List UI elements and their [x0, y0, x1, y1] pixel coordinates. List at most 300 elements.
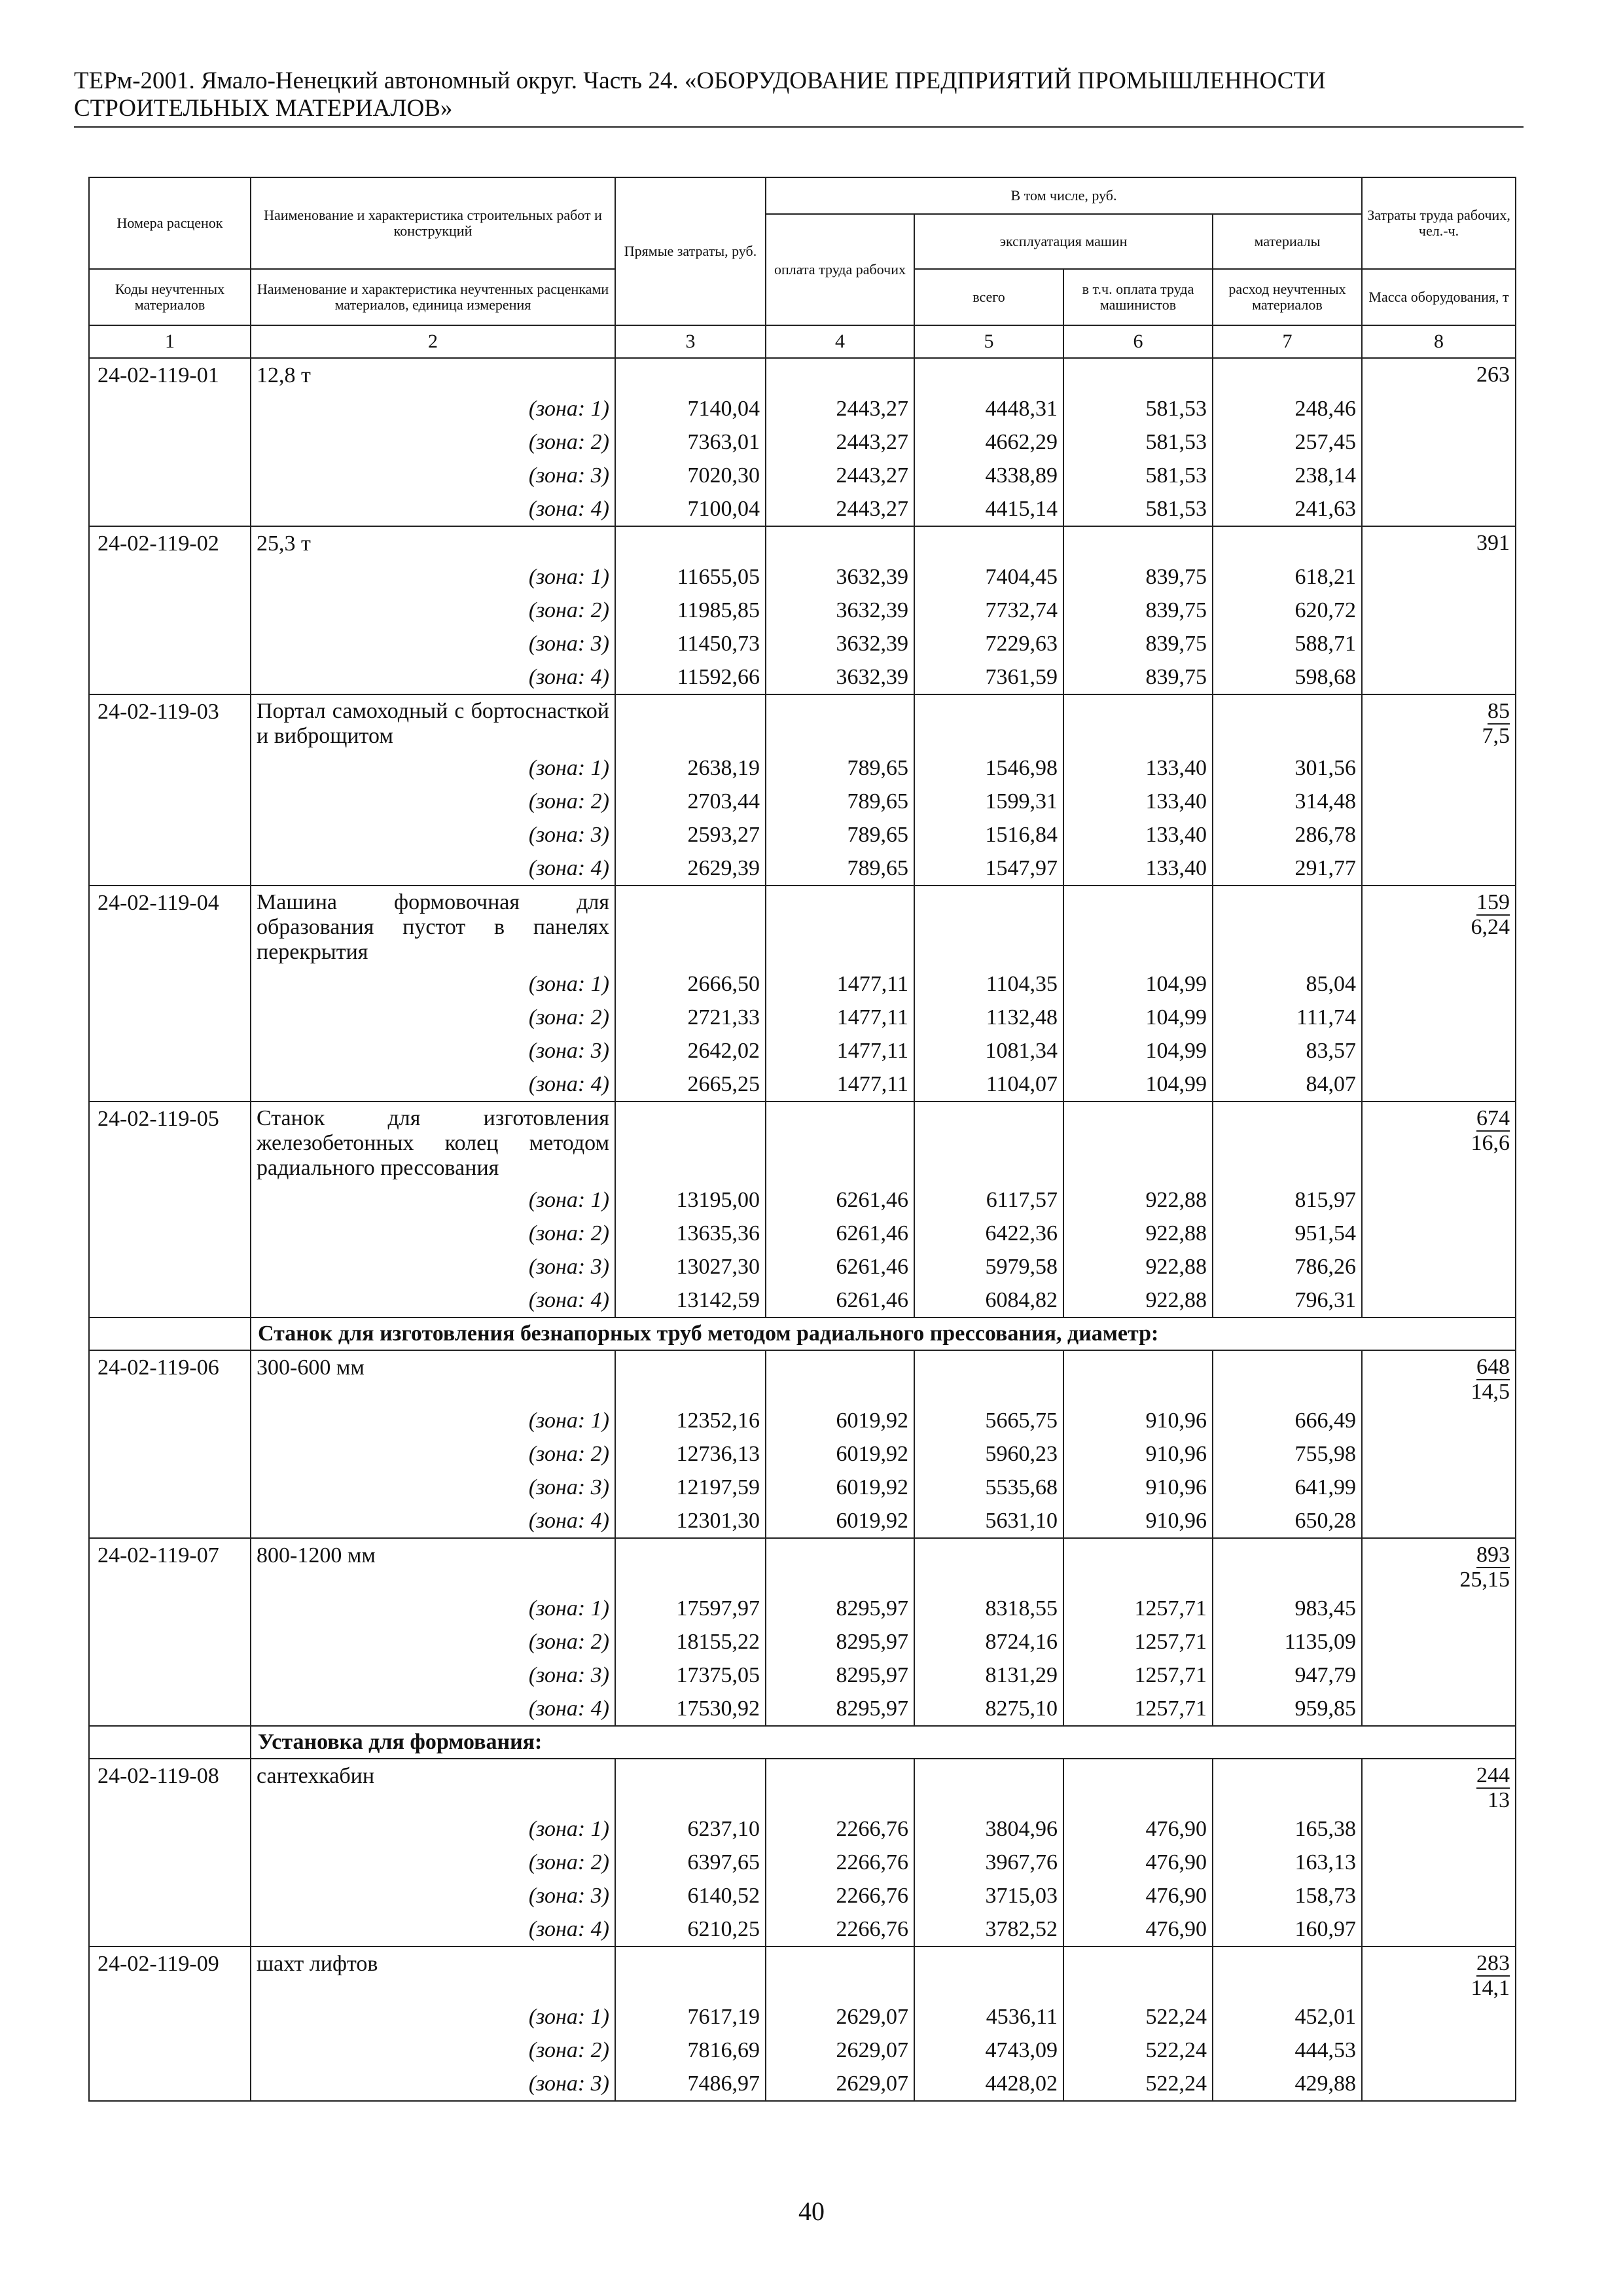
worker-wages: 6019,92 — [766, 1404, 914, 1437]
empty-cell — [615, 1946, 766, 2000]
materials: 160,97 — [1213, 1912, 1362, 1946]
zone-label: (зона: 1) — [251, 392, 615, 425]
machinist-wages: 104,99 — [1063, 1001, 1213, 1034]
column-number: 5 — [914, 325, 1063, 358]
rate-name: 12,8 т — [251, 358, 615, 392]
machinist-wages: 1257,71 — [1063, 1692, 1213, 1726]
machinist-wages: 839,75 — [1063, 560, 1213, 594]
machines-total: 4448,31 — [914, 392, 1063, 425]
materials: 786,26 — [1213, 1250, 1362, 1283]
equipment-mass: 25,15 — [1459, 1568, 1510, 1592]
machinist-wages: 922,88 — [1063, 1217, 1213, 1250]
zone-label: (зона: 3) — [251, 1034, 615, 1067]
worker-wages: 789,65 — [766, 751, 914, 785]
labor-cost: 244 — [1476, 1763, 1510, 1787]
empty-cell — [1063, 358, 1213, 392]
worker-wages: 2443,27 — [766, 492, 914, 526]
equipment-mass: 16,6 — [1471, 1131, 1510, 1155]
materials: 983,45 — [1213, 1592, 1362, 1625]
labor-mass-cell — [1362, 1350, 1516, 1404]
machines-total: 1546,98 — [914, 751, 1063, 785]
zone-label: (зона: 1) — [251, 967, 615, 1001]
materials: 598,68 — [1213, 660, 1362, 694]
zone-label: (зона: 2) — [251, 1625, 615, 1659]
zone-label: (зона: 2) — [251, 1846, 615, 1879]
empty-cell — [1362, 1404, 1516, 1437]
machines-total: 1104,35 — [914, 967, 1063, 1001]
rate-name: шахт лифтов — [251, 1946, 615, 2000]
machinist-wages: 922,88 — [1063, 1283, 1213, 1318]
worker-wages: 6261,46 — [766, 1183, 914, 1217]
header-group-including: В том числе, руб. — [766, 177, 1362, 214]
empty-cell — [1362, 1504, 1516, 1538]
materials: 248,46 — [1213, 392, 1362, 425]
table-row — [89, 526, 1516, 560]
empty-cell — [1362, 1034, 1516, 1067]
empty-cell — [89, 425, 251, 459]
zone-label: (зона: 4) — [251, 660, 615, 694]
rate-code: 24-02-119-07 — [89, 1538, 251, 1592]
zone-label: (зона: 2) — [251, 425, 615, 459]
machinist-wages: 581,53 — [1063, 425, 1213, 459]
header-col8-top: Затраты труда рабочих, чел.-ч. — [1362, 177, 1516, 269]
zone-label: (зона: 3) — [251, 1879, 615, 1912]
machines-total: 6084,82 — [914, 1283, 1063, 1318]
zone-row — [89, 1471, 1516, 1504]
empty-cell — [914, 1759, 1063, 1812]
empty-cell — [914, 526, 1063, 560]
empty-cell — [89, 459, 251, 492]
rate-name: сантехкабин — [251, 1759, 615, 1812]
zone-row — [89, 785, 1516, 818]
materials: 84,07 — [1213, 1067, 1362, 1102]
direct-costs: 6397,65 — [615, 1846, 766, 1879]
zone-label: (зона: 3) — [251, 459, 615, 492]
zone-row — [89, 492, 1516, 526]
direct-costs: 2629,39 — [615, 852, 766, 886]
labor-cost: 263 — [1476, 363, 1510, 387]
worker-wages: 6261,46 — [766, 1250, 914, 1283]
worker-wages: 8295,97 — [766, 1659, 914, 1692]
zone-row — [89, 1846, 1516, 1879]
column-number: 3 — [615, 325, 766, 358]
empty-cell — [89, 1001, 251, 1034]
direct-costs: 17597,97 — [615, 1592, 766, 1625]
machines-total: 3967,76 — [914, 1846, 1063, 1879]
empty-cell — [615, 1350, 766, 1404]
empty-cell — [89, 1283, 251, 1318]
direct-costs: 12736,13 — [615, 1437, 766, 1471]
empty-cell — [1362, 1692, 1516, 1726]
zone-label: (зона: 1) — [251, 1592, 615, 1625]
direct-costs: 2638,19 — [615, 751, 766, 785]
rate-code: 24-02-119-05 — [89, 1102, 251, 1183]
empty-cell — [1063, 1538, 1213, 1592]
machinist-wages: 133,40 — [1063, 852, 1213, 886]
empty-cell — [1362, 967, 1516, 1001]
empty-cell — [1213, 358, 1362, 392]
machinist-wages: 104,99 — [1063, 967, 1213, 1001]
machinist-wages: 104,99 — [1063, 1067, 1213, 1102]
direct-costs: 13142,59 — [615, 1283, 766, 1318]
materials: 452,01 — [1213, 2000, 1362, 2034]
zone-label: (зона: 3) — [251, 1659, 615, 1692]
zone-row — [89, 818, 1516, 852]
header-col7-top: материалы — [1213, 214, 1362, 269]
empty-cell — [89, 2067, 251, 2101]
worker-wages: 2443,27 — [766, 425, 914, 459]
zone-label: (зона: 4) — [251, 1692, 615, 1726]
empty-cell — [89, 1067, 251, 1102]
empty-cell — [615, 1759, 766, 1812]
direct-costs: 7363,01 — [615, 425, 766, 459]
empty-cell — [1362, 1217, 1516, 1250]
header-col6: в т.ч. оплата труда машинистов — [1063, 269, 1213, 325]
machines-total: 4415,14 — [914, 492, 1063, 526]
zone-label: (зона: 2) — [251, 1001, 615, 1034]
materials: 83,57 — [1213, 1034, 1362, 1067]
direct-costs: 12197,59 — [615, 1471, 766, 1504]
zone-row — [89, 2000, 1516, 2034]
machines-total: 1547,97 — [914, 852, 1063, 886]
machinist-wages: 581,53 — [1063, 459, 1213, 492]
zone-row — [89, 560, 1516, 594]
empty-cell — [89, 1034, 251, 1067]
machinist-wages: 910,96 — [1063, 1404, 1213, 1437]
machinist-wages: 522,24 — [1063, 2034, 1213, 2067]
direct-costs: 2666,50 — [615, 967, 766, 1001]
zone-label: (зона: 4) — [251, 1504, 615, 1538]
empty-cell — [1362, 627, 1516, 660]
zone-row — [89, 1504, 1516, 1538]
direct-costs: 2642,02 — [615, 1034, 766, 1067]
empty-cell — [1362, 1471, 1516, 1504]
empty-cell — [89, 967, 251, 1001]
empty-cell — [1213, 1350, 1362, 1404]
machinist-wages: 133,40 — [1063, 751, 1213, 785]
materials: 444,53 — [1213, 2034, 1362, 2067]
zone-row — [89, 594, 1516, 627]
empty-cell — [89, 392, 251, 425]
zone-row — [89, 1625, 1516, 1659]
zone-label: (зона: 2) — [251, 2034, 615, 2067]
rate-code: 24-02-119-03 — [89, 694, 251, 751]
zone-row — [89, 1250, 1516, 1283]
machinist-wages: 910,96 — [1063, 1437, 1213, 1471]
column-number: 4 — [766, 325, 914, 358]
equipment-mass: 7,5 — [1482, 724, 1510, 748]
header-col2-top: Наименование и характеристика строительных работ и конструкций — [251, 177, 615, 269]
direct-costs: 7140,04 — [615, 392, 766, 425]
machinist-wages: 133,40 — [1063, 818, 1213, 852]
zone-label: (зона: 2) — [251, 1437, 615, 1471]
empty-cell — [1063, 1350, 1213, 1404]
direct-costs: 2665,25 — [615, 1067, 766, 1102]
machines-total: 8724,16 — [914, 1625, 1063, 1659]
worker-wages: 1477,11 — [766, 1067, 914, 1102]
direct-costs: 2593,27 — [615, 818, 766, 852]
empty-cell — [89, 818, 251, 852]
empty-cell — [1362, 2000, 1516, 2034]
machinist-wages: 1257,71 — [1063, 1625, 1213, 1659]
materials: 588,71 — [1213, 627, 1362, 660]
zone-row — [89, 1283, 1516, 1318]
machinist-wages: 839,75 — [1063, 660, 1213, 694]
labor-mass-cell — [1362, 1538, 1516, 1592]
table-row — [89, 1946, 1516, 2000]
rate-code: 24-02-119-09 — [89, 1946, 251, 2000]
empty-cell — [1063, 1946, 1213, 2000]
labor-mass-cell — [1362, 526, 1516, 560]
materials: 314,48 — [1213, 785, 1362, 818]
materials: 666,49 — [1213, 1404, 1362, 1437]
machines-total: 5979,58 — [914, 1250, 1063, 1283]
rate-code: 24-02-119-08 — [89, 1759, 251, 1812]
worker-wages: 3632,39 — [766, 560, 914, 594]
empty-cell — [1362, 560, 1516, 594]
direct-costs: 12301,30 — [615, 1504, 766, 1538]
group-heading-spacer — [89, 1726, 251, 1759]
rate-code: 24-02-119-01 — [89, 358, 251, 392]
machines-total: 4428,02 — [914, 2067, 1063, 2101]
empty-cell — [89, 1625, 251, 1659]
worker-wages: 2266,76 — [766, 1879, 914, 1912]
zone-row — [89, 1659, 1516, 1692]
machinist-wages: 1257,71 — [1063, 1592, 1213, 1625]
empty-cell — [1362, 1250, 1516, 1283]
zone-row — [89, 425, 1516, 459]
worker-wages: 2266,76 — [766, 1812, 914, 1846]
zone-label: (зона: 1) — [251, 1812, 615, 1846]
table-header — [89, 177, 1516, 358]
empty-cell — [615, 1538, 766, 1592]
direct-costs: 2721,33 — [615, 1001, 766, 1034]
empty-cell — [1063, 886, 1213, 967]
empty-cell — [766, 886, 914, 967]
direct-costs: 12352,16 — [615, 1404, 766, 1437]
empty-cell — [615, 886, 766, 967]
header-group-machines: эксплуатация машин — [914, 214, 1213, 269]
machines-total: 7732,74 — [914, 594, 1063, 627]
worker-wages: 2266,76 — [766, 1846, 914, 1879]
worker-wages: 789,65 — [766, 818, 914, 852]
empty-cell — [766, 694, 914, 751]
labor-cost: 674 — [1476, 1106, 1510, 1130]
empty-cell — [89, 1217, 251, 1250]
labor-mass-cell — [1362, 1102, 1516, 1183]
empty-cell — [766, 1102, 914, 1183]
empty-cell — [1362, 852, 1516, 886]
empty-cell — [615, 358, 766, 392]
labor-mass-cell — [1362, 886, 1516, 967]
empty-cell — [1362, 1625, 1516, 1659]
empty-cell — [1362, 751, 1516, 785]
worker-wages: 3632,39 — [766, 627, 914, 660]
direct-costs: 13195,00 — [615, 1183, 766, 1217]
machines-total: 5631,10 — [914, 1504, 1063, 1538]
empty-cell — [766, 1538, 914, 1592]
machines-total: 7361,59 — [914, 660, 1063, 694]
machinist-wages: 922,88 — [1063, 1183, 1213, 1217]
machinist-wages: 1257,71 — [1063, 1659, 1213, 1692]
empty-cell — [1213, 1946, 1362, 2000]
zone-row — [89, 392, 1516, 425]
direct-costs: 7486,97 — [615, 2067, 766, 2101]
zone-row — [89, 1692, 1516, 1726]
materials: 947,79 — [1213, 1659, 1362, 1692]
direct-costs: 13635,36 — [615, 1217, 766, 1250]
empty-cell — [89, 492, 251, 526]
materials: 650,28 — [1213, 1504, 1362, 1538]
empty-cell — [1063, 526, 1213, 560]
direct-costs: 17375,05 — [615, 1659, 766, 1692]
worker-wages: 8295,97 — [766, 1692, 914, 1726]
zone-row — [89, 660, 1516, 694]
direct-costs: 2703,44 — [615, 785, 766, 818]
worker-wages: 2629,07 — [766, 2067, 914, 2101]
worker-wages: 789,65 — [766, 852, 914, 886]
empty-cell — [89, 660, 251, 694]
labor-mass-cell — [1362, 1759, 1516, 1812]
machinist-wages: 910,96 — [1063, 1504, 1213, 1538]
empty-cell — [89, 1692, 251, 1726]
empty-cell — [766, 1759, 914, 1812]
zone-row — [89, 1912, 1516, 1946]
empty-cell — [89, 627, 251, 660]
worker-wages: 6261,46 — [766, 1217, 914, 1250]
rate-code: 24-02-119-06 — [89, 1350, 251, 1404]
equipment-mass: 13 — [1488, 1788, 1510, 1812]
empty-cell — [1213, 886, 1362, 967]
direct-costs: 6210,25 — [615, 1912, 766, 1946]
zone-row — [89, 751, 1516, 785]
empty-cell — [1362, 1283, 1516, 1318]
empty-cell — [914, 886, 1063, 967]
labor-cost: 391 — [1476, 531, 1510, 555]
machines-total: 1104,07 — [914, 1067, 1063, 1102]
table-body — [89, 358, 1516, 2101]
empty-cell — [914, 1350, 1063, 1404]
direct-costs: 7816,69 — [615, 2034, 766, 2067]
empty-cell — [615, 1102, 766, 1183]
empty-cell — [1362, 1659, 1516, 1692]
empty-cell — [89, 1912, 251, 1946]
header-col1-top: Номера расценок — [89, 177, 251, 269]
machinist-wages: 839,75 — [1063, 594, 1213, 627]
zone-row — [89, 2034, 1516, 2067]
table-row — [89, 358, 1516, 392]
worker-wages: 789,65 — [766, 785, 914, 818]
column-number: 1 — [89, 325, 251, 358]
direct-costs: 7100,04 — [615, 492, 766, 526]
rates-table — [88, 177, 1516, 2102]
table-row — [89, 886, 1516, 967]
empty-cell — [89, 785, 251, 818]
zone-label: (зона: 2) — [251, 1217, 615, 1250]
table-row — [89, 1102, 1516, 1183]
empty-cell — [1213, 1759, 1362, 1812]
empty-cell — [89, 1879, 251, 1912]
empty-cell — [766, 526, 914, 560]
machinist-wages: 922,88 — [1063, 1250, 1213, 1283]
machines-total: 6117,57 — [914, 1183, 1063, 1217]
direct-costs: 6237,10 — [615, 1812, 766, 1846]
machinist-wages: 839,75 — [1063, 627, 1213, 660]
zone-row — [89, 1812, 1516, 1846]
machinist-wages: 522,24 — [1063, 2067, 1213, 2101]
empty-cell — [89, 1437, 251, 1471]
materials: 291,77 — [1213, 852, 1362, 886]
zone-label: (зона: 3) — [251, 2067, 615, 2101]
machines-total: 4338,89 — [914, 459, 1063, 492]
zone-row — [89, 1437, 1516, 1471]
empty-cell — [766, 358, 914, 392]
empty-cell — [89, 852, 251, 886]
table-row — [89, 694, 1516, 751]
header-col7-bottom: расход неучтенных материалов — [1213, 269, 1362, 325]
machines-total: 3804,96 — [914, 1812, 1063, 1846]
machinist-wages: 522,24 — [1063, 2000, 1213, 2034]
materials: 241,63 — [1213, 492, 1362, 526]
empty-cell — [1362, 459, 1516, 492]
empty-cell — [914, 1946, 1063, 2000]
direct-costs: 18155,22 — [615, 1625, 766, 1659]
empty-cell — [1362, 785, 1516, 818]
zone-label: (зона: 1) — [251, 560, 615, 594]
zone-label: (зона: 4) — [251, 492, 615, 526]
materials: 815,97 — [1213, 1183, 1362, 1217]
zone-label: (зона: 3) — [251, 627, 615, 660]
machinist-wages: 104,99 — [1063, 1034, 1213, 1067]
empty-cell — [89, 1404, 251, 1437]
materials: 641,99 — [1213, 1471, 1362, 1504]
empty-cell — [89, 1471, 251, 1504]
machines-total: 5535,68 — [914, 1471, 1063, 1504]
direct-costs: 11985,85 — [615, 594, 766, 627]
zone-label: (зона: 1) — [251, 1183, 615, 1217]
machines-total: 5960,23 — [914, 1437, 1063, 1471]
machines-total: 4536,11 — [914, 2000, 1063, 2034]
empty-cell — [1362, 392, 1516, 425]
group-heading-spacer — [89, 1318, 251, 1350]
zone-label: (зона: 3) — [251, 1250, 615, 1283]
machines-total: 1599,31 — [914, 785, 1063, 818]
machines-total: 1081,34 — [914, 1034, 1063, 1067]
empty-cell — [1362, 1592, 1516, 1625]
zone-row — [89, 1217, 1516, 1250]
header-col3: Прямые затраты, руб. — [615, 177, 766, 325]
empty-cell — [914, 1538, 1063, 1592]
machines-total: 1132,48 — [914, 1001, 1063, 1034]
direct-costs: 11592,66 — [615, 660, 766, 694]
header-line-1: ТЕРм-2001. Ямало-Ненецкий автономный округ. Часть 24. «ОБОРУДОВАНИЕ ПРЕДПРИЯТИЙ ПРОМЫШЛЕННОСТИ — [74, 67, 1326, 94]
empty-cell — [1362, 1912, 1516, 1946]
empty-cell — [1362, 1846, 1516, 1879]
direct-costs: 11450,73 — [615, 627, 766, 660]
labor-mass-cell — [1362, 694, 1516, 751]
worker-wages: 6019,92 — [766, 1504, 914, 1538]
rate-name: 800-1200 мм — [251, 1538, 615, 1592]
zone-row — [89, 2067, 1516, 2101]
empty-cell — [89, 1592, 251, 1625]
empty-cell — [1362, 2034, 1516, 2067]
rate-name: Портал самоходный с бортоснасткой и виброщитом — [251, 694, 615, 751]
machinist-wages: 476,90 — [1063, 1846, 1213, 1879]
machines-total: 8318,55 — [914, 1592, 1063, 1625]
worker-wages: 2266,76 — [766, 1912, 914, 1946]
materials: 85,04 — [1213, 967, 1362, 1001]
empty-cell — [1213, 526, 1362, 560]
